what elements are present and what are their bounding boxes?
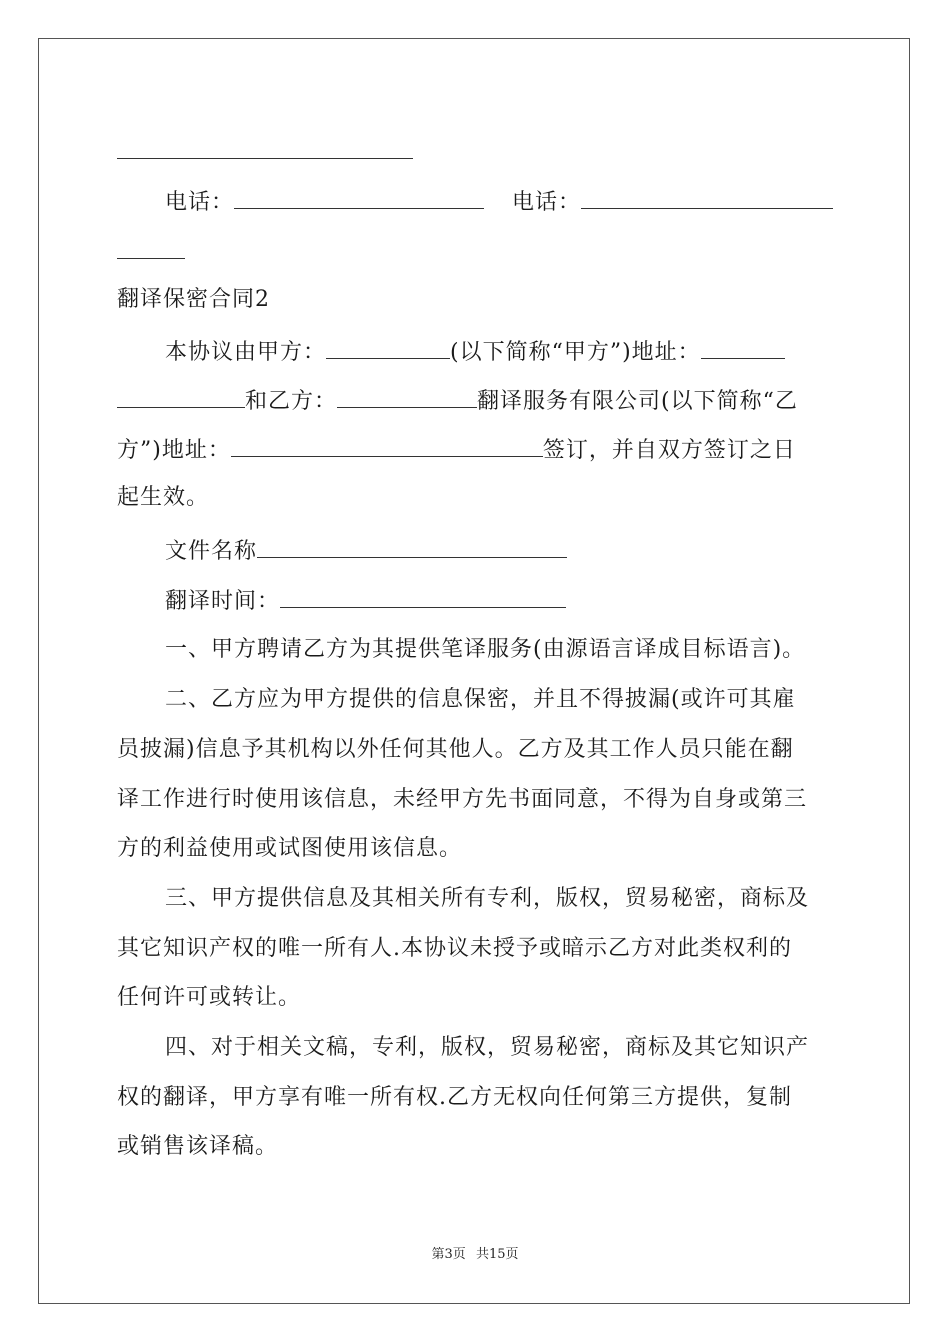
intro-party-a-alias: (以下简称“甲方”)地址： <box>450 340 701 365</box>
clause-4-line-1: 四、对于相关文稿，专利，版权，贸易秘密，商标及其它知识产 <box>165 1035 810 1060</box>
intro-line-1 <box>165 336 785 368</box>
phone-line <box>165 186 833 218</box>
party-a-address-blank[interactable] <box>701 336 785 359</box>
translation-time-blank[interactable] <box>280 585 566 608</box>
phone-label-a: 电话： <box>165 190 235 215</box>
intro-line-2 <box>117 385 798 417</box>
clause-3-line-1: 三、甲方提供信息及其相关所有专利，版权，贸易秘密，商标及 <box>165 886 810 911</box>
phone-label-b: 电话： <box>512 190 582 215</box>
file-name-label: 文件名称 <box>165 539 258 564</box>
page-frame <box>38 38 910 1304</box>
phone-blank-a[interactable] <box>234 186 484 209</box>
intro-party-b-company: 翻译服务有限公司(以下简称“乙 <box>477 389 798 414</box>
translation-time-line <box>165 585 566 617</box>
intro-signing-text: 签订，并自双方签订之日 <box>542 438 796 463</box>
intro-party-a-label: 本协议由甲方： <box>165 340 327 365</box>
page-total: 共15页 <box>475 1247 519 1262</box>
file-name-line <box>165 535 567 567</box>
file-name-blank[interactable] <box>257 535 567 558</box>
clause-4-line-3: 或销售该译稿。 <box>117 1134 279 1159</box>
intro-party-b-address-label: 方”)地址： <box>117 438 231 463</box>
translation-time-label: 翻译时间： <box>165 589 281 614</box>
signature-blank-line <box>117 158 413 159</box>
phone-blank-continuation <box>117 258 185 259</box>
page-number: 第3页 <box>431 1247 466 1262</box>
clause-2-line-3: 译工作进行时使用该信息，未经甲方先书面同意，不得为自身或第三 <box>117 787 808 812</box>
party-a-blank[interactable] <box>326 336 450 359</box>
intro-line-4: 起生效。 <box>117 485 210 510</box>
clause-1: 一、甲方聘请乙方为其提供笔译服务(由源语言译成目标语言)。 <box>165 637 806 662</box>
party-b-blank[interactable] <box>337 385 477 408</box>
clause-2-line-2: 员披漏)信息予其机构以外任何其他人。乙方及其工作人员只能在翻 <box>117 737 794 762</box>
page-footer <box>0 1246 950 1264</box>
intro-line-3 <box>117 434 796 466</box>
clause-2-line-4: 方的利益使用或试图使用该信息。 <box>117 836 463 861</box>
party-a-address-blank-cont[interactable] <box>117 385 245 408</box>
clause-4-line-2: 权的翻译，甲方享有唯一所有权.乙方无权向任何第三方提供，复制 <box>117 1085 792 1110</box>
clause-3-line-2: 其它知识产权的唯一所有人.本协议未授予或暗示乙方对此类权利的 <box>117 936 792 961</box>
document-title: 翻译保密合同2 <box>117 287 270 312</box>
phone-blank-b[interactable] <box>581 186 833 209</box>
clause-3-line-3: 任何许可或转让。 <box>117 985 302 1010</box>
party-b-address-blank[interactable] <box>231 434 543 457</box>
clause-2-line-1: 二、乙方应为甲方提供的信息保密，并且不得披漏(或许可其雇 <box>165 687 796 712</box>
intro-party-b-label: 和乙方： <box>245 389 338 414</box>
